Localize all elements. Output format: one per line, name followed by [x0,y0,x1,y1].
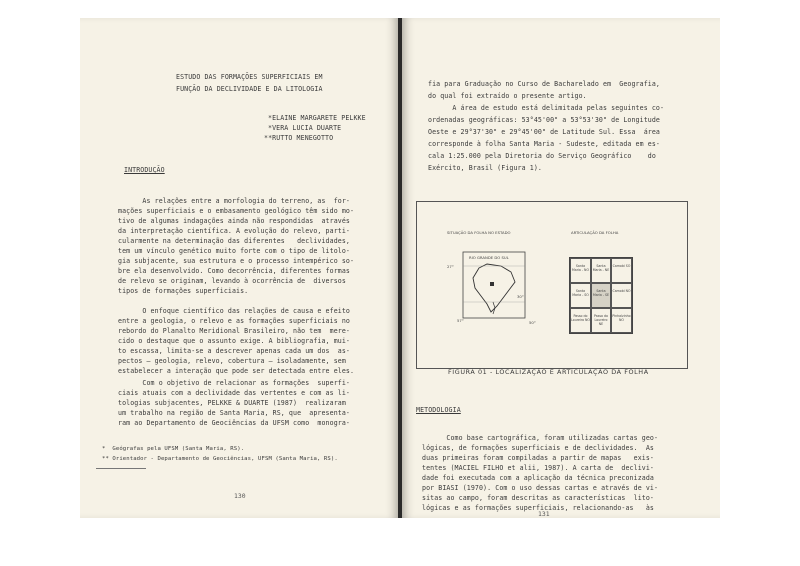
body-line: dade foi executada com a aplicação da técnica preconizada [422,474,654,482]
body-line: to escassa, limita-se a descrever apenas cada um dos as- [118,347,350,355]
section-heading-metodologia: METODOLOGIA [416,406,461,414]
grid-cell: Passo do Loureiro NO [570,308,591,333]
body-line: O enfoque científico das relações de causa e efeito [118,307,350,315]
body-line: lógicas e as formações superficiais, relacionando-as às [422,504,654,512]
author-3: **RUTTO MENEGOTTO [264,134,334,142]
body-line: cala 1:25.000 pela Diretoria do Serviço Geográfico do [428,152,656,160]
state-label: RIO GRANDE DO SUL [469,255,509,260]
body-line: tem um vínculo genético muito forte com o tipo de litolo- [118,247,350,255]
body-line: Oeste e 29°37'30" e 29°45'00" de Latitude Sul. Essa área [428,128,660,136]
body-line: um trabalho na região de Santa Maria, RS, que apresenta- [118,409,350,417]
body-line: duas primeiras foram compiladas a partir de mapas exis- [422,454,654,462]
body-line: de relevo se originam, levando à ocorrência de diversos [118,277,346,285]
figure-1 [416,201,688,369]
footnote-1: * Geógrafas pela UFSM (Santa Maria, RS). [102,446,245,452]
body-line: A área de estudo está delimitada pelas seguintes co- [428,104,665,112]
body-line: do qual foi extraído o presente artigo. [428,92,587,100]
grid-cell: Camobi SO [611,258,632,283]
body-line: lógicas, de formações superficiais e de declividades. As [422,444,654,452]
grid-cell: Santa Maria - NE [591,258,611,283]
left-page [80,18,398,518]
body-line: pectos — geologia, relevo, cobertura — isoladamente, sem [118,357,346,365]
body-line: ciais atuais com a declividade das vertentes e com as li- [118,389,350,397]
body-line: gia subjacente, sua estrutura e o processo intempérico so- [118,257,355,265]
body-line: entre a geologia, o relevo e as formações superficiais no [118,317,350,325]
map-label: 50° [529,320,536,325]
body-line: da interpretação científica. A evolução do relevo, parti- [118,227,350,235]
body-line: tentes (MACIEL FILHO et alii, 1987). A carta de declivi- [422,464,654,472]
figure-left-title: SITUAÇÃO DA FOLHA NO ESTADO [447,230,511,235]
page-number-left: 130 [234,492,246,500]
body-line: rebordo do Planalto Meridional Brasileiro, não tem mere- [118,327,350,335]
book-spread [80,18,720,518]
body-line: Exército, Brasil (Figura 1). [428,164,542,172]
map-label: 30° [517,294,524,299]
body-line: bre ela desenvolvido. Como decorrência, diferentes formas [118,267,350,275]
grid-cell: Passo do Loureiro NE [591,308,611,333]
body-line: sitas ao campo, foram descritas as características lito- [422,494,654,502]
body-line: mações superficiais e o embasamento geológico têm sido mo- [118,207,355,215]
body-line: fia para Graduação no Curso de Bacharelado em Geografia, [428,80,660,88]
body-line: por BIASI (1970). Com o uso dessas cartas e através de vi- [422,484,659,492]
footnote-rule [96,468,146,469]
grid-cell: Santa Maria - SO [570,283,591,308]
map-label: 27° [447,264,454,269]
body-line: tologias subjacentes, PELKKE & DUARTE (1987) realizaram [118,399,346,407]
map-label: 57° [457,318,464,323]
right-page [402,18,720,518]
grid-cell: Camobi NO [611,283,632,308]
body-line: Como base cartográfica, foram utilizadas cartas geo- [422,434,659,442]
sheet-articulation-grid [569,257,633,334]
page-number-right: 131 [538,510,550,518]
grid-cell-highlighted: Santa Maria - SE [591,283,611,308]
body-line: As relações entre a morfologia do terreno, as for- [118,197,350,205]
body-line: estabelecer a interação que pode ser detectada entre eles. [118,367,355,375]
grid-cell: Pinhalzinho NO [611,308,632,333]
article-title-line-2: FUNÇÃO DA DECLIVIDADE E DA LITOLOGIA [176,85,323,93]
author-2: *VERA LUCIA DUARTE [268,124,342,132]
author-1: *ELAINE MARGARETE PELKKE [268,114,366,122]
body-line: cido o destaque que o assunto exige. A bibliografia, mui- [118,337,350,345]
section-heading-introducao: INTRODUÇÃO [124,166,165,174]
body-line: ordenadas geográficas: 53°45'00" a 53°53'30" de Longitude [428,116,660,124]
body-line: cularmente na determinação das diferentes declividades, [118,237,350,245]
article-title-line-1: ESTUDO DAS FORMAÇÕES SUPERFICIAIS EM [176,73,323,81]
body-line: tipos de formações superficiais. [118,287,249,295]
footnote-2: ** Orientador - Departamento de Geociências, UFSM (Santa Maria, RS). [102,456,338,462]
body-line: tivo de algumas indagações ainda não respondidas através [118,217,350,225]
grid-cell: Santa Maria - NO [570,258,591,283]
figure-right-title: ARTICULAÇÃO DA FOLHA [571,230,619,235]
figure-caption: FIGURA 01 - LOCALIZAÇÃO E ARTICULAÇÃO DA FOLHA [448,368,649,376]
body-line: Com o objetivo de relacionar as formações superfi- [118,379,350,387]
body-line: ram ao Departamento de Geociências da UFSM como monogra- [118,419,350,427]
body-line: corresponde à folha Santa Maria - Sudeste, editada em es- [428,140,660,148]
